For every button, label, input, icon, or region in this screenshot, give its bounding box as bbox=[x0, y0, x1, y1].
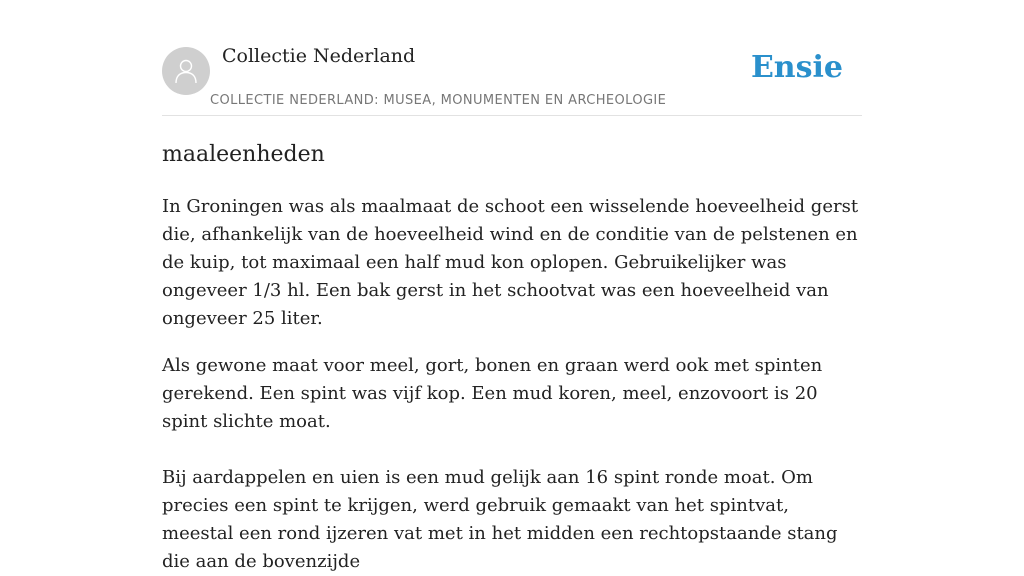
article-header bbox=[162, 0, 862, 116]
article-container bbox=[162, 0, 862, 576]
entry-paragraph-3: Bij aardappelen en uien is een mud gelijk aan 16 spint ronde moat. Om precies een spint te krijgen, werd gebruik gemaakt van het spintvat, meestal een rond ijzeren vat met in het midden een rechtopstaande stang die aan de bovenzijde bbox=[162, 467, 838, 572]
source-line[interactable]: COLLECTIE NEDERLAND: MUSEA, MONUMENTEN EN ARCHEOLOGIE bbox=[210, 93, 667, 108]
entry-paragraph-2: Als gewone maat voor meel, gort, bonen en graan werd ook met spinten gerekend. Een spint was vijf kop. Een mud koren, meel, enzovoort is 20 spint slichte moat. bbox=[162, 355, 823, 432]
author-name[interactable]: Collectie Nederland bbox=[222, 45, 416, 67]
entry-paragraph-1: In Groningen was als maalmaat de schoot een wisselende hoeveelheid gerst die, afhankelijk van de hoeveelheid wind en de conditie van de pelstenen en de kuip, tot maximaal een half mud kon oplopen. Gebruikelijker was ongeveer 1/3 hl. Een bak gerst in het schootvat was een hoeveelheid van ongeveer 25 liter. bbox=[162, 196, 859, 329]
brand-logo[interactable]: Ensie bbox=[750, 50, 843, 85]
user-icon bbox=[172, 57, 200, 85]
entry-title: maaleenheden bbox=[162, 142, 325, 167]
author-avatar[interactable] bbox=[162, 47, 210, 95]
